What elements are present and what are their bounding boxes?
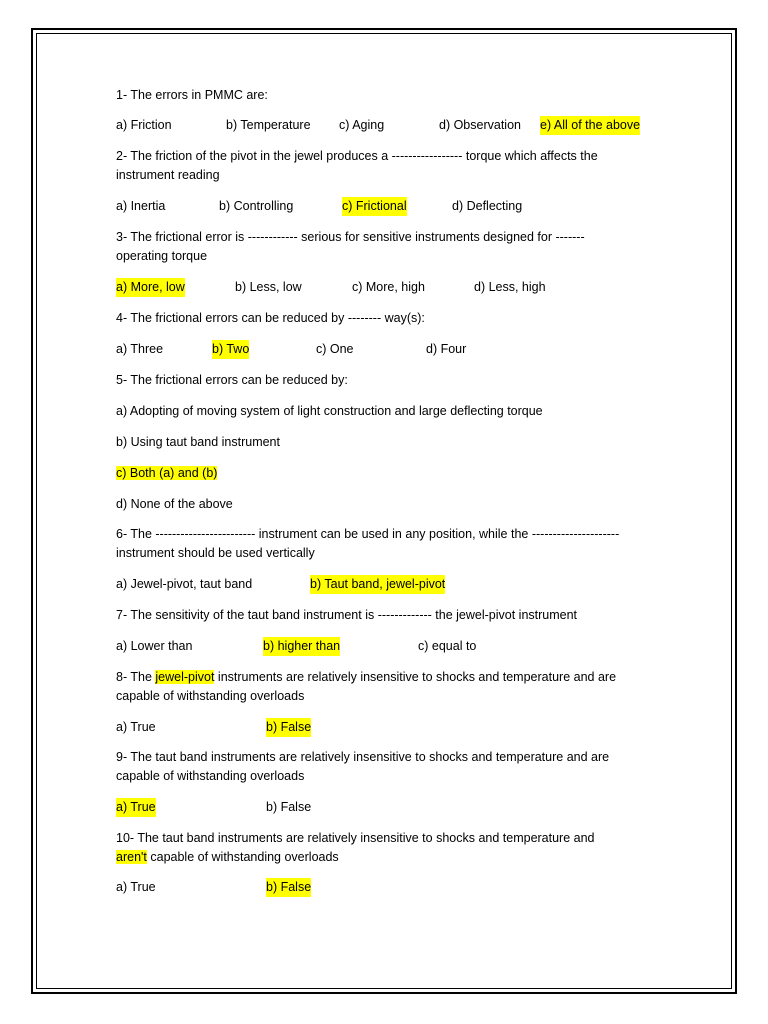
question-9-cont: capable of withstanding overloads xyxy=(116,769,305,783)
question-8 xyxy=(116,668,616,687)
option: a) Friction xyxy=(116,118,172,132)
correct-answer: a) More, low xyxy=(116,278,185,297)
option: c) One xyxy=(316,342,354,356)
correct-answer: b) Taut band, jewel-pivot xyxy=(310,575,445,594)
option: a) Jewel-pivot, taut band xyxy=(116,577,253,591)
correct-answer: e) All of the above xyxy=(540,116,640,135)
option: c) equal to xyxy=(418,639,477,653)
option: a) Adopting of moving system of light construction and large deflecting torque xyxy=(116,404,543,418)
option: a) True xyxy=(116,880,156,894)
option: b) False xyxy=(266,800,312,814)
correct-answer: b) False xyxy=(266,718,311,737)
question-8-cont: capable of withstanding overloads xyxy=(116,689,305,703)
correct-answer: b) higher than xyxy=(263,637,340,656)
correct-answer: c) Frictional xyxy=(342,197,407,216)
question-10: 10- The taut band instruments are relatively insensitive to shocks and temperature and xyxy=(116,831,595,845)
question-5: 5- The frictional errors can be reduced by: xyxy=(116,373,348,387)
highlighted-term: jewel-pivot xyxy=(155,670,215,684)
question-2: 2- The friction of the pivot in the jewel produces a ----------------- torque which affects the xyxy=(116,149,598,163)
option: b) Controlling xyxy=(219,199,294,213)
option: d) Four xyxy=(426,342,467,356)
question-6: 6- The ------------------------ instrument can be used in any position, while the --------------------- xyxy=(116,527,620,541)
question-3-cont: operating torque xyxy=(116,249,208,263)
option: d) Deflecting xyxy=(452,199,523,213)
question-7: 7- The sensitivity of the taut band instrument is ------------- the jewel-pivot instrument xyxy=(116,608,578,622)
option: c) More, high xyxy=(352,280,425,294)
highlighted-term: aren't xyxy=(116,850,147,864)
correct-answer: c) Both (a) and (b) xyxy=(116,466,218,480)
question-1: 1- The errors in PMMC are: xyxy=(116,88,268,102)
option: a) Lower than xyxy=(116,639,193,653)
option: d) Less, high xyxy=(474,280,546,294)
question-10-cont xyxy=(116,848,339,867)
option: a) Inertia xyxy=(116,199,166,213)
correct-answer: a) True xyxy=(116,798,156,817)
question-text: instruments are relatively insensitive to shocks and temperature and are xyxy=(214,670,617,684)
option: a) Three xyxy=(116,342,164,356)
option: b) Less, low xyxy=(235,280,302,294)
question-2-cont: instrument reading xyxy=(116,168,220,182)
option: d) None of the above xyxy=(116,497,233,511)
question-4: 4- The frictional errors can be reduced by -------- way(s): xyxy=(116,311,425,325)
option: b) Using taut band instrument xyxy=(116,435,280,449)
question-9: 9- The taut band instruments are relatively insensitive to shocks and temperature and are xyxy=(116,750,610,764)
option: a) True xyxy=(116,720,156,734)
option: b) Temperature xyxy=(226,118,311,132)
question-6-cont: instrument should be used vertically xyxy=(116,546,315,560)
question-5-answer-row xyxy=(116,464,217,483)
question-text: capable of withstanding overloads xyxy=(146,850,339,864)
correct-answer: b) Two xyxy=(212,340,249,359)
correct-answer: b) False xyxy=(266,878,311,897)
question-3: 3- The frictional error is ------------ serious for sensitive instruments designed for ------- xyxy=(116,230,585,244)
option: d) Observation xyxy=(439,118,521,132)
option: c) Aging xyxy=(339,118,385,132)
question-text: 8- The xyxy=(116,670,156,684)
